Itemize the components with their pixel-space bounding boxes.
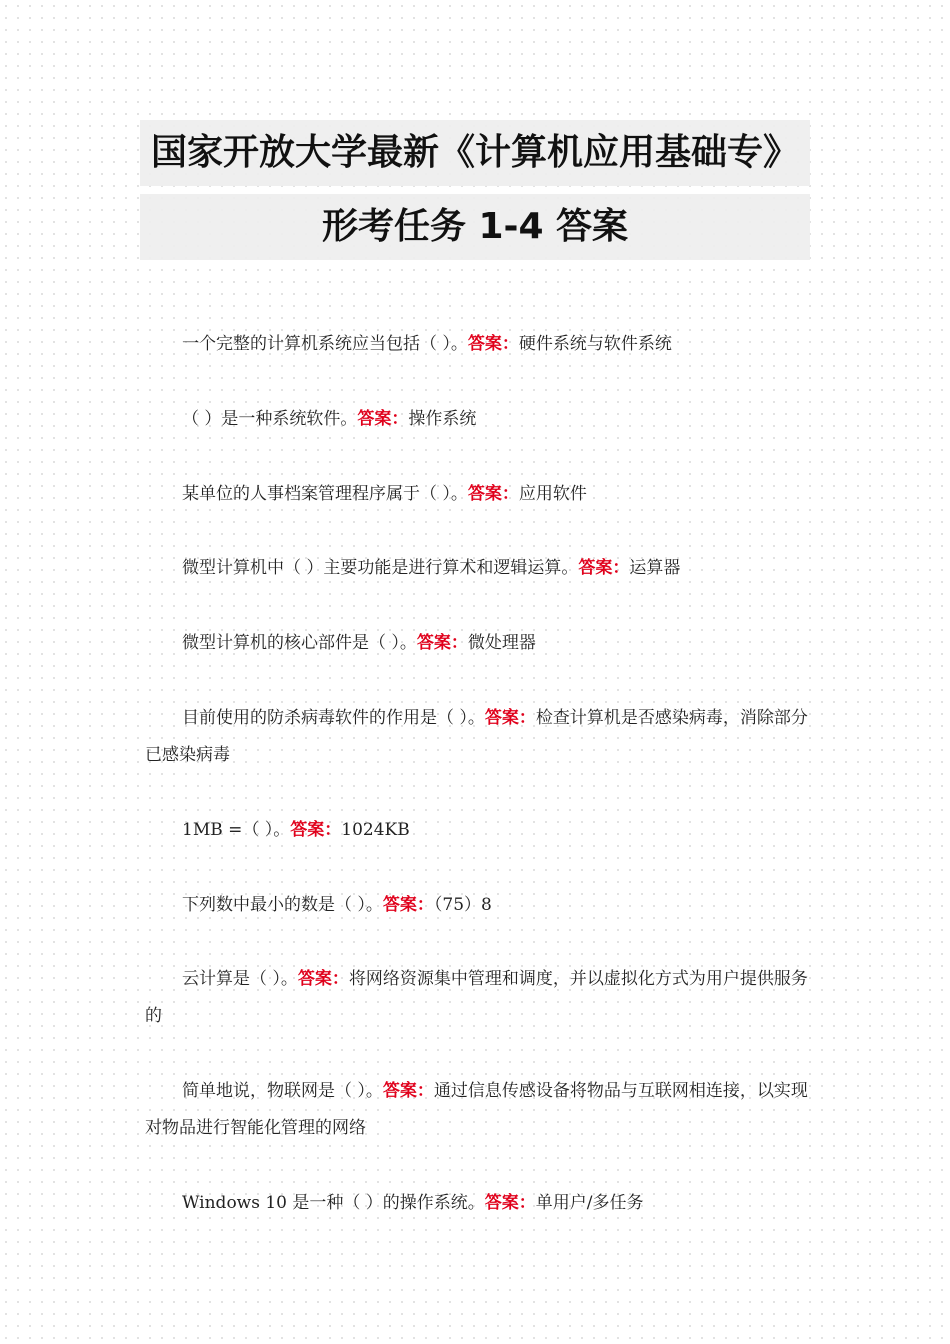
answer-label: 答案： <box>467 334 519 354</box>
question-text: 目前使用的防杀病毒软件的作用是（ ）。 <box>182 708 485 728</box>
question-text: 某单位的人事档案管理程序属于（ ）。 <box>182 484 468 504</box>
answer-text: 运算器 <box>629 558 681 578</box>
document-title <box>140 120 810 268</box>
qa-item <box>145 625 810 662</box>
answer-label: 答案： <box>297 969 349 989</box>
answer-text: 应用软件 <box>518 484 587 504</box>
question-text: Windows 10 是一种（ ）的操作系统。 <box>182 1193 485 1213</box>
answer-text: 单用户/多任务 <box>535 1193 644 1213</box>
qa-item <box>145 401 810 438</box>
answer-text: 操作系统 <box>408 409 477 429</box>
question-text: 一个完整的计算机系统应当包括（ ）。 <box>182 334 468 354</box>
answer-label: 答案： <box>416 633 468 653</box>
answer-text: 检查计算机是否感染病毒，消除部分已感染病毒 <box>145 708 808 765</box>
answer-text: 通过信息传感设备将物品与互联网相连接，以实现对物品进行智能化管理的网络 <box>145 1081 808 1138</box>
question-text: 云计算是（ ）。 <box>182 969 298 989</box>
qa-item <box>145 1185 810 1222</box>
answer-label: 答案： <box>290 820 342 840</box>
answer-label: 答案： <box>578 558 630 578</box>
question-text: 下列数中最小的数是（ ）。 <box>182 895 383 915</box>
question-text: （ ）是一种系统软件。 <box>182 409 358 429</box>
qa-item <box>145 812 810 849</box>
answer-label: 答案： <box>484 1193 536 1213</box>
qa-item <box>145 326 810 363</box>
question-text: 微型计算机的核心部件是（ ）。 <box>182 633 417 653</box>
answer-label: 答案： <box>484 708 536 728</box>
qa-item <box>145 1073 810 1147</box>
answer-text: 微处理器 <box>467 633 536 653</box>
question-text: 微型计算机中（ ）主要功能是进行算术和逻辑运算。 <box>182 558 579 578</box>
qa-item <box>145 550 810 587</box>
answer-label: 答案： <box>382 895 434 915</box>
answer-text: 将网络资源集中管理和调度，并以虚拟化方式为用户提供服务的 <box>145 969 808 1026</box>
qa-item <box>145 961 810 1035</box>
answer-text: 1024KB <box>341 820 410 840</box>
title-line-2: 形考任务 1-4 答案 <box>140 194 810 260</box>
qa-item <box>145 476 810 513</box>
title-line-1: 国家开放大学最新《计算机应用基础专》 <box>140 120 810 186</box>
answer-label: 答案： <box>467 484 519 504</box>
answer-label: 答案： <box>382 1081 434 1101</box>
question-text: 简单地说，物联网是（ ）。 <box>182 1081 383 1101</box>
answer-text: （75）8 <box>433 895 492 915</box>
qa-item <box>145 887 810 924</box>
question-text: 1MB =（ ）。 <box>182 820 291 840</box>
answer-label: 答案： <box>357 409 409 429</box>
answer-text: 硬件系统与软件系统 <box>518 334 672 354</box>
qa-item <box>145 700 810 774</box>
